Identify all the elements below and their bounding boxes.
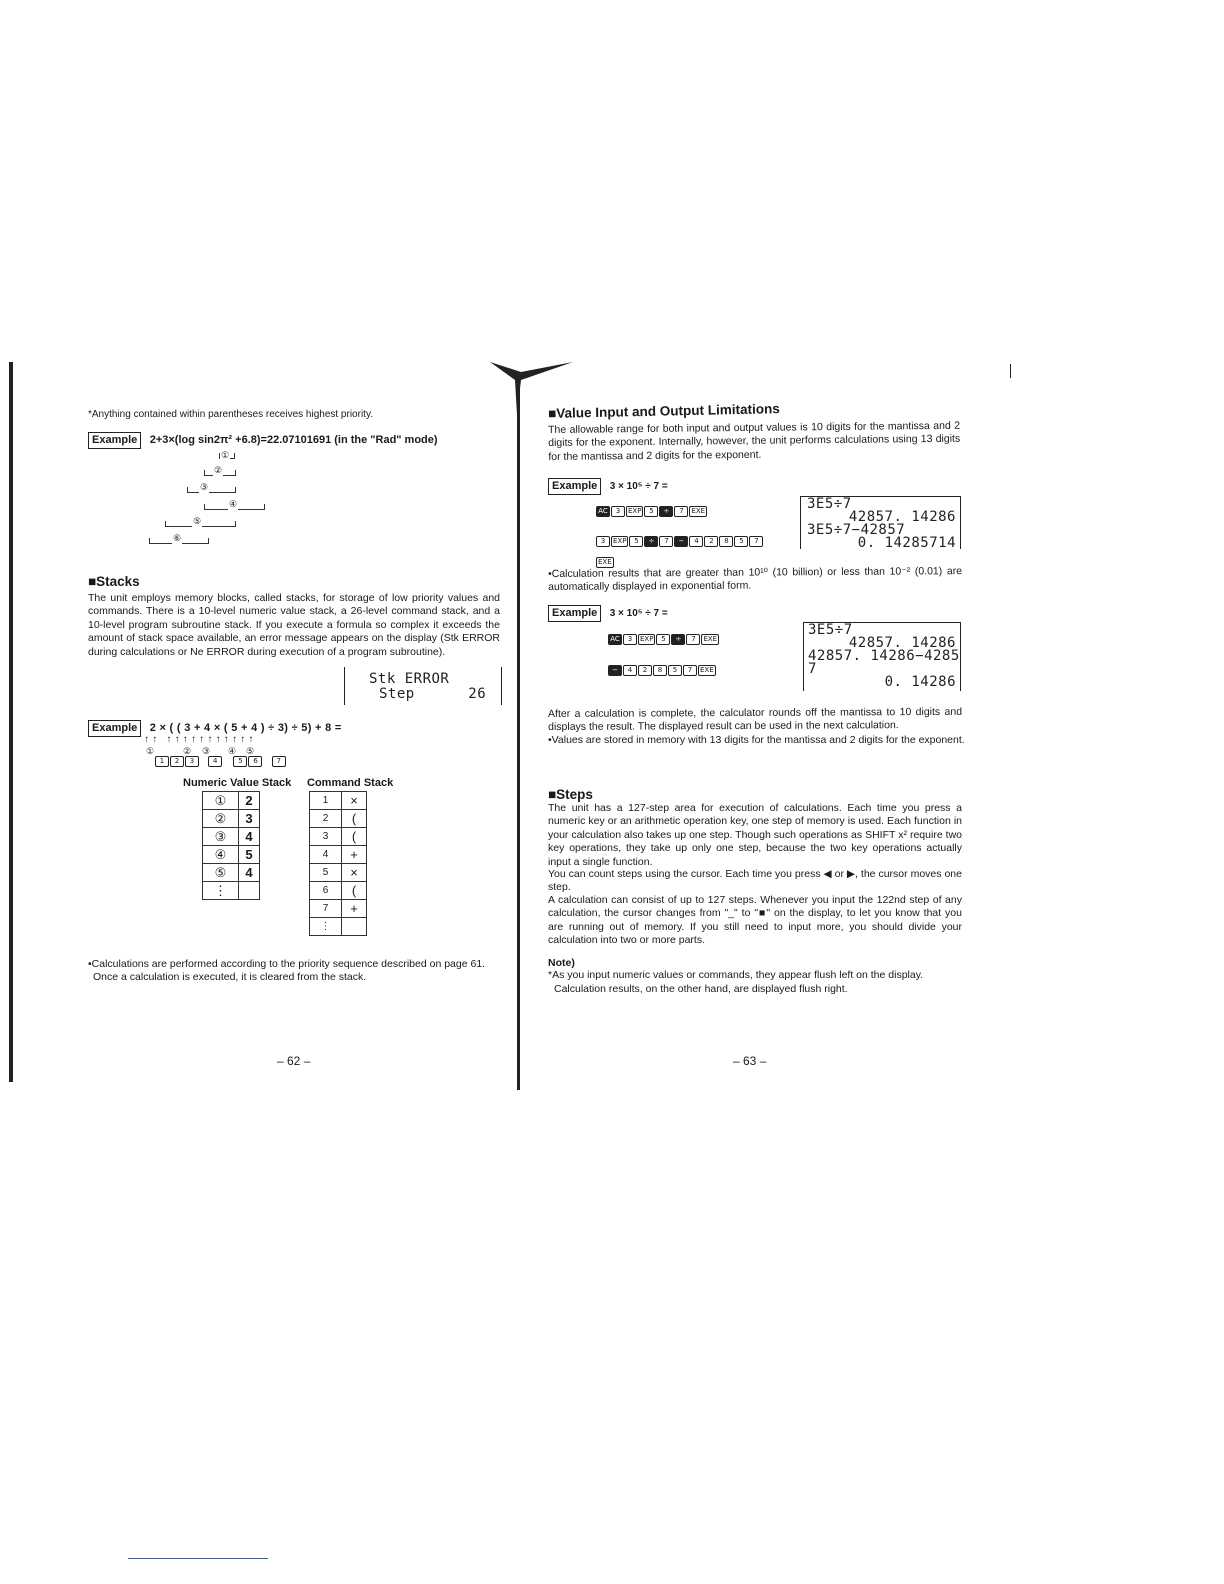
table-cell: × bbox=[342, 792, 367, 810]
table-cell: 6 bbox=[310, 882, 342, 900]
value-mark-2: ② bbox=[183, 746, 192, 756]
key: EXE bbox=[700, 666, 714, 674]
table-row bbox=[203, 792, 260, 810]
table-cell: 2 bbox=[310, 810, 342, 828]
cmd-mark-3: 3 bbox=[185, 756, 199, 767]
right-page-mark bbox=[1010, 364, 1011, 378]
display-line-3: 3E5÷7−42857 bbox=[807, 522, 906, 538]
bracket-3 bbox=[187, 487, 236, 493]
key: 3 bbox=[596, 536, 610, 547]
display-line-3: 42857. 14286−4285 bbox=[808, 648, 960, 664]
table-cell: ① bbox=[203, 792, 239, 810]
keys-row-1 bbox=[596, 500, 764, 518]
steps-para-1: The unit has a 127-step area for execution of calculations. Each time you press a numeric key or an arithmetic operation key, one step of memory is used. Each function in your calculation also takes up one step. Though such operations as SHIFT x² require two key operations, they take up only one step, because the two key operations actually input a single function. bbox=[548, 802, 962, 868]
key: EXP bbox=[628, 507, 642, 515]
intro-note: *Anything contained within parentheses receives highest priority. bbox=[88, 409, 373, 420]
table-cell: ③ bbox=[203, 828, 239, 846]
key: 4 bbox=[689, 536, 703, 547]
key: 2 bbox=[638, 665, 652, 676]
example4-expression: 3 × 10⁵ ÷ 7 = bbox=[609, 608, 668, 619]
table-cell: 5 bbox=[238, 846, 259, 864]
table-row bbox=[310, 846, 367, 864]
cmd-mark-7: 7 bbox=[272, 756, 286, 767]
cmd-mark-2: 2 bbox=[170, 756, 184, 767]
example1 bbox=[88, 430, 438, 449]
numeric-stack-title: Numeric Value Stack bbox=[183, 777, 292, 789]
value-mark-1: ① bbox=[146, 746, 155, 756]
steps-para-3: A calculation can consist of up to 127 steps. Whenever you input the 122nd step of any calculation, the cursor changes from "_" to "■" on the display, to let you know that you are running out of memory. If you still need to input more, you should divide your calculation into two or more parts. bbox=[548, 894, 962, 947]
key: EXE bbox=[703, 635, 718, 643]
example-label: Example bbox=[88, 720, 141, 737]
table-cell: ( bbox=[342, 810, 367, 828]
key: EXP bbox=[640, 635, 654, 643]
value-mark-5: ⑤ bbox=[246, 746, 255, 756]
display-line-1: 3E5÷7 bbox=[808, 622, 853, 638]
bracket-mark-4: ④ bbox=[229, 499, 238, 509]
table-cell: 4 bbox=[238, 864, 259, 882]
numeric-stack-table bbox=[202, 791, 260, 900]
cmd-mark-6: 6 bbox=[248, 756, 262, 767]
table-row bbox=[203, 864, 260, 882]
bracket-mark-3: ③ bbox=[200, 482, 209, 492]
key: ÷ bbox=[671, 634, 685, 645]
value-mark-3: ③ bbox=[202, 746, 211, 756]
note-line-1: *As you input numeric values or commands, they appear flush left on the display. bbox=[548, 969, 924, 981]
table-row bbox=[310, 918, 367, 936]
key: 5 bbox=[629, 536, 643, 547]
note-title: Note) bbox=[548, 957, 575, 969]
table-cell: 3 bbox=[238, 810, 259, 828]
example3-keys bbox=[596, 500, 764, 569]
example3 bbox=[548, 476, 668, 495]
key: 3 bbox=[611, 506, 625, 517]
value-section-heading: ■Value Input and Output Limitations bbox=[548, 401, 780, 421]
example4-display bbox=[803, 622, 961, 691]
cmd-mark-1: 1 bbox=[155, 756, 169, 767]
key: EXE bbox=[598, 558, 612, 566]
table-row bbox=[203, 846, 260, 864]
example4-keys bbox=[608, 628, 720, 677]
example3-display bbox=[800, 496, 961, 549]
table-cell: × bbox=[342, 864, 367, 882]
display-line-1: Stk ERROR bbox=[369, 671, 450, 687]
key: 5 bbox=[644, 506, 658, 517]
key: EXE bbox=[691, 507, 706, 515]
stk-error-display bbox=[344, 667, 502, 705]
key: EXP bbox=[613, 537, 627, 545]
keys-row-1 bbox=[608, 628, 720, 646]
table-row bbox=[310, 792, 367, 810]
table-row bbox=[310, 828, 367, 846]
display-line-4: 7 bbox=[808, 661, 817, 677]
bracket-mark-6: ⑥ bbox=[173, 533, 182, 543]
memory-note: •Values are stored in memory with 13 digits for the mantissa and 2 digits for the exponent. bbox=[548, 734, 965, 746]
page-number-right: – 63 – bbox=[733, 1054, 767, 1068]
stacks-heading: ■Stacks bbox=[88, 574, 140, 589]
example-label: Example bbox=[548, 478, 601, 495]
table-row bbox=[310, 900, 367, 918]
display-line-4: 0. 14285714 bbox=[857, 535, 956, 551]
display-line-2: 42857. 14286 bbox=[848, 635, 956, 651]
cmd-mark-5: 5 bbox=[233, 756, 247, 767]
key: ÷ bbox=[644, 536, 658, 547]
key: − bbox=[608, 665, 622, 676]
key: 5 bbox=[656, 634, 670, 645]
table-row bbox=[203, 828, 260, 846]
table-row bbox=[310, 882, 367, 900]
keys-row-2 bbox=[608, 659, 720, 677]
key: 8 bbox=[653, 665, 667, 676]
value-mark-4: ④ bbox=[228, 746, 237, 756]
bracket-mark-1: ① bbox=[221, 450, 230, 460]
table-cell: ⑤ bbox=[203, 864, 239, 882]
example-label: Example bbox=[88, 432, 141, 449]
example2-expression: 2 × ( ( 3 + 4 × ( 5 + 4 ) ÷ 3) ÷ 5) + 8 = bbox=[149, 722, 342, 734]
value-section-paragraph: The allowable range for both input and output values is 10 digits for the mantissa and 2 digits for the exponent. Internally, however, the unit performs calculations using 13 digits for the mantissa and 2 digits for the exponent. bbox=[548, 419, 961, 463]
display-line-5: 0. 14286 bbox=[884, 674, 956, 690]
bullet-note-2: Once a calculation is executed, it is cleared from the stack. bbox=[93, 971, 367, 983]
key-ac: AC bbox=[596, 506, 610, 517]
key: ÷ bbox=[659, 506, 673, 517]
table-cell: ( bbox=[342, 828, 367, 846]
command-stack-title: Command Stack bbox=[307, 777, 394, 789]
example4 bbox=[548, 603, 668, 622]
page-number-left: – 62 – bbox=[277, 1054, 311, 1068]
key: − bbox=[674, 536, 688, 547]
key: 2 bbox=[704, 536, 718, 547]
display-line-2: 42857. 14286 bbox=[848, 509, 956, 525]
rounding-note: After a calculation is complete, the calculator rounds off the mantissa to 10 digits and displays the result. The displayed result can be used in the next calculation. bbox=[548, 705, 963, 734]
table-row bbox=[310, 810, 367, 828]
table-cell: 2 bbox=[238, 792, 259, 810]
key: 8 bbox=[719, 536, 733, 547]
table-row bbox=[203, 882, 260, 900]
table-row bbox=[203, 810, 260, 828]
arrow-row-icon: ↑↑ ↑↑↑↑↑↑↑↑↑↑↑ bbox=[144, 734, 257, 745]
display-line-2: Step 26 bbox=[379, 686, 487, 702]
key: 7 bbox=[686, 634, 700, 645]
spine-line bbox=[517, 375, 520, 1090]
key-ac: AC bbox=[608, 634, 622, 645]
table-cell: 4 bbox=[310, 846, 342, 864]
table-cell: 5 bbox=[310, 864, 342, 882]
note-line-2: Calculation results, on the other hand, are displayed flush right. bbox=[554, 983, 848, 995]
bracket-mark-5: ⑤ bbox=[193, 516, 202, 526]
key: 7 bbox=[674, 506, 688, 517]
exponential-note: •Calculation results that are greater than 10¹⁰ (10 billion) or less than 10⁻² (0.01) are automatically displayed in exponential form. bbox=[548, 565, 963, 594]
command-marks bbox=[155, 756, 287, 767]
link-underline bbox=[128, 1558, 268, 1559]
key: 7 bbox=[749, 536, 763, 547]
steps-heading: ■Steps bbox=[548, 787, 593, 802]
example-label: Example bbox=[548, 605, 601, 622]
stacks-paragraph: The unit employs memory blocks, called stacks, for storage of low priority values and commands. There is a 10-level numeric value stack, a 26-level command stack, and a 10-level program subroutine stack. If you execute a formula so complex it exceeds the amount of stack space available, an error message appears on the display (Stk ERROR during calculations or Ne ERROR during execution of a program subroutine). bbox=[88, 592, 500, 658]
table-cell: 4 bbox=[238, 828, 259, 846]
key: 5 bbox=[668, 665, 682, 676]
example3-expression: 3 × 10⁵ ÷ 7 = bbox=[609, 481, 668, 492]
table-cell: ② bbox=[203, 810, 239, 828]
steps-para-2: You can count steps using the cursor. Each time you press ◀ or ▶, the cursor moves one step. bbox=[548, 868, 962, 894]
table-cell bbox=[238, 882, 259, 900]
table-cell: 1 bbox=[310, 792, 342, 810]
key: 7 bbox=[683, 665, 697, 676]
bracket-mark-2: ② bbox=[214, 465, 223, 475]
table-cell: ④ bbox=[203, 846, 239, 864]
left-page-edge bbox=[9, 362, 13, 1082]
key: 3 bbox=[623, 634, 637, 645]
keys-row-2 bbox=[596, 530, 764, 548]
table-row bbox=[310, 864, 367, 882]
display-line-1: 3E5÷7 bbox=[807, 496, 852, 512]
table-cell: + bbox=[342, 900, 367, 918]
example1-expression: 2+3×(log sin2π² +6.8)=22.07101691 (in the "Rad" mode) bbox=[149, 434, 438, 446]
key: 7 bbox=[659, 536, 673, 547]
cmd-mark-4: 4 bbox=[208, 756, 222, 767]
key: 4 bbox=[623, 665, 637, 676]
table-cell: ⋮ bbox=[203, 882, 239, 900]
table-cell: 7 bbox=[310, 900, 342, 918]
table-cell bbox=[342, 918, 367, 936]
table-cell: ⋮ bbox=[310, 918, 342, 936]
bullet-note-1: •Calculations are performed according to the priority sequence described on page 61. bbox=[88, 958, 486, 970]
table-cell: + bbox=[342, 846, 367, 864]
table-cell: 3 bbox=[310, 828, 342, 846]
key: 5 bbox=[734, 536, 748, 547]
command-stack-table bbox=[309, 791, 367, 936]
table-cell: ( bbox=[342, 882, 367, 900]
